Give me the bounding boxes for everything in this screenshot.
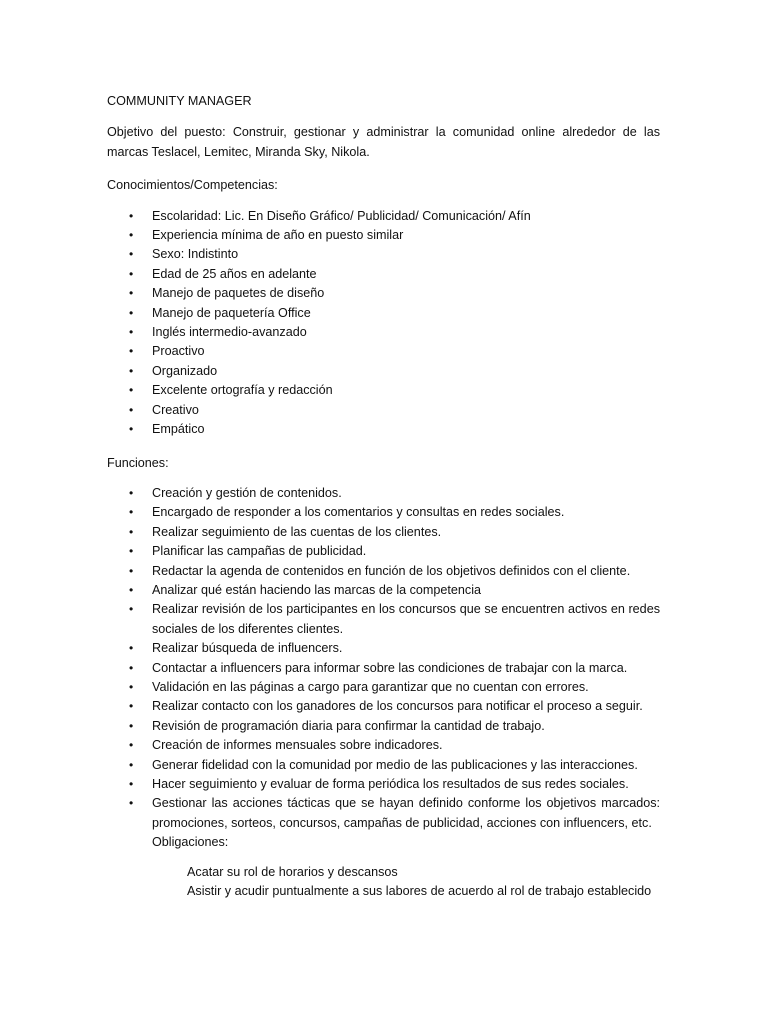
knowledge-item-text: Organizado	[152, 363, 218, 378]
function-item	[107, 523, 660, 542]
bullet-icon: •	[129, 718, 134, 733]
knowledge-item	[107, 342, 660, 361]
document-title: COMMUNITY MANAGER	[107, 94, 252, 108]
function-item-text: Contactar a influencers para informar sobre las condiciones de trabajar con la marca.	[152, 660, 628, 675]
bullet-icon: •	[129, 485, 134, 500]
bullet-icon: •	[129, 563, 134, 578]
function-item-text: Realizar contacto con los ganadores de los concursos para notificar el proceso a seguir.	[152, 699, 643, 714]
knowledge-item-text: Sexo: Indistinto	[152, 247, 239, 262]
bullet-icon: •	[129, 582, 134, 597]
objective-paragraph: Objetivo del puesto: Construir, gestionar y administrar la comunidad online alrededor de las marcas Teslacel, Lemitec, Miranda Sky, Nikola.	[107, 125, 660, 159]
knowledge-item-text: Manejo de paquetería Office	[152, 305, 311, 320]
function-item-text: Analizar qué están haciendo las marcas de la competencia	[152, 582, 482, 597]
bullet-icon: •	[129, 544, 134, 559]
function-item-text: Creación de informes mensuales sobre indicadores.	[152, 738, 443, 753]
function-item	[107, 600, 660, 639]
function-item-text: Realizar seguimiento de las cuentas de los clientes.	[152, 524, 442, 539]
bullet-icon: •	[129, 383, 134, 398]
function-item-text: Generar fidelidad con la comunidad por medio de las publicaciones y las interacciones.	[152, 757, 638, 772]
knowledge-item	[107, 362, 660, 381]
function-item-text: Hacer seguimiento y evaluar de forma periódica los resultados de sus redes sociales.	[152, 777, 629, 791]
knowledge-item-text: Experiencia mínima de año en puesto similar	[152, 228, 404, 243]
function-item	[107, 697, 660, 716]
knowledge-item-text: Proactivo	[152, 344, 205, 359]
function-item	[107, 562, 660, 581]
bullet-icon: •	[129, 699, 134, 714]
knowledge-item	[107, 226, 660, 245]
knowledge-item-text: Empático	[152, 422, 205, 437]
function-item	[107, 736, 660, 755]
function-item-text: Realizar búsqueda de influencers.	[152, 641, 343, 656]
functions-list	[107, 484, 660, 833]
knowledge-item-text: Creativo	[152, 402, 199, 417]
knowledge-item-text: Edad de 25 años en adelante	[152, 266, 317, 281]
function-item-text: Revisión de programación diaria para confirmar la cantidad de trabajo.	[152, 718, 545, 733]
bullet-icon: •	[129, 402, 134, 417]
bullet-icon: •	[129, 344, 134, 359]
knowledge-item	[107, 284, 660, 303]
knowledge-item	[107, 304, 660, 323]
function-item	[107, 794, 660, 833]
knowledge-item	[107, 420, 660, 439]
bullet-icon: •	[129, 660, 134, 675]
knowledge-item	[107, 381, 660, 400]
function-item-text: Encargado de responder a los comentarios y consultas en redes sociales.	[152, 505, 565, 520]
knowledge-item	[107, 323, 660, 342]
bullet-icon: •	[129, 524, 134, 539]
obligations-heading: Obligaciones:	[152, 835, 229, 850]
function-item-text: Planificar las campañas de publicidad.	[152, 544, 367, 559]
function-item	[107, 659, 660, 678]
knowledge-item	[107, 265, 660, 284]
bullet-icon: •	[129, 641, 134, 656]
knowledge-item	[107, 207, 660, 226]
knowledge-item-text: Escolaridad: Lic. En Diseño Gráfico/ Publicidad/ Comunicación/ Afín	[152, 208, 531, 223]
bullet-icon: •	[129, 305, 134, 320]
function-item	[107, 678, 660, 697]
obligation-item: Asistir y acudir puntualmente a sus labores de acuerdo al rol de trabajo establecido	[187, 884, 652, 899]
obligation-item: Acatar su rol de horarios y descansos	[187, 864, 398, 879]
function-item	[107, 503, 660, 522]
functions-heading: Funciones:	[107, 455, 169, 470]
function-item-text: Redactar la agenda de contenidos en función de los objetivos definidos con el cliente.	[152, 563, 631, 578]
bullet-icon: •	[129, 505, 134, 520]
knowledge-list	[107, 207, 660, 440]
knowledge-item-text: Excelente ortografía y redacción	[152, 383, 333, 398]
function-item	[107, 484, 660, 503]
bullet-icon: •	[129, 422, 134, 437]
function-item	[107, 639, 660, 658]
function-item	[107, 756, 660, 775]
function-item	[107, 542, 660, 561]
obligations-list	[187, 863, 660, 902]
bullet-icon: •	[129, 679, 134, 694]
knowledge-item-text: Inglés intermedio-avanzado	[152, 325, 307, 340]
knowledge-item	[107, 401, 660, 420]
bullet-icon: •	[129, 777, 134, 791]
knowledge-item	[107, 245, 660, 264]
bullet-icon: •	[129, 757, 134, 772]
bullet-icon: •	[129, 602, 134, 617]
function-item	[107, 581, 660, 600]
function-item-text: Gestionar las acciones tácticas que se hayan definido conforme los objetivos marcados: promociones, sorteos, concursos, campañas de publicidad, acciones con influencers, etc.	[152, 796, 660, 830]
bullet-icon: •	[129, 266, 134, 281]
knowledge-item-text: Manejo de paquetes de diseño	[152, 286, 325, 301]
function-item-text: Realizar revisión de los participantes en los concursos que se encuentren activos en redes sociales de los diferentes clientes.	[152, 602, 660, 636]
bullet-icon: •	[129, 796, 134, 811]
knowledge-heading: Conocimientos/Competencias:	[107, 178, 278, 193]
bullet-icon: •	[129, 738, 134, 753]
function-item	[107, 775, 660, 794]
bullet-icon: •	[129, 228, 134, 243]
function-item-text: Validación en las páginas a cargo para garantizar que no cuentan con errores.	[152, 679, 589, 694]
function-item-text: Creación y gestión de contenidos.	[152, 485, 342, 500]
function-item	[107, 717, 660, 736]
bullet-icon: •	[129, 286, 134, 301]
bullet-icon: •	[129, 363, 134, 378]
bullet-icon: •	[129, 325, 134, 340]
bullet-icon: •	[129, 247, 134, 262]
bullet-icon: •	[129, 208, 134, 223]
